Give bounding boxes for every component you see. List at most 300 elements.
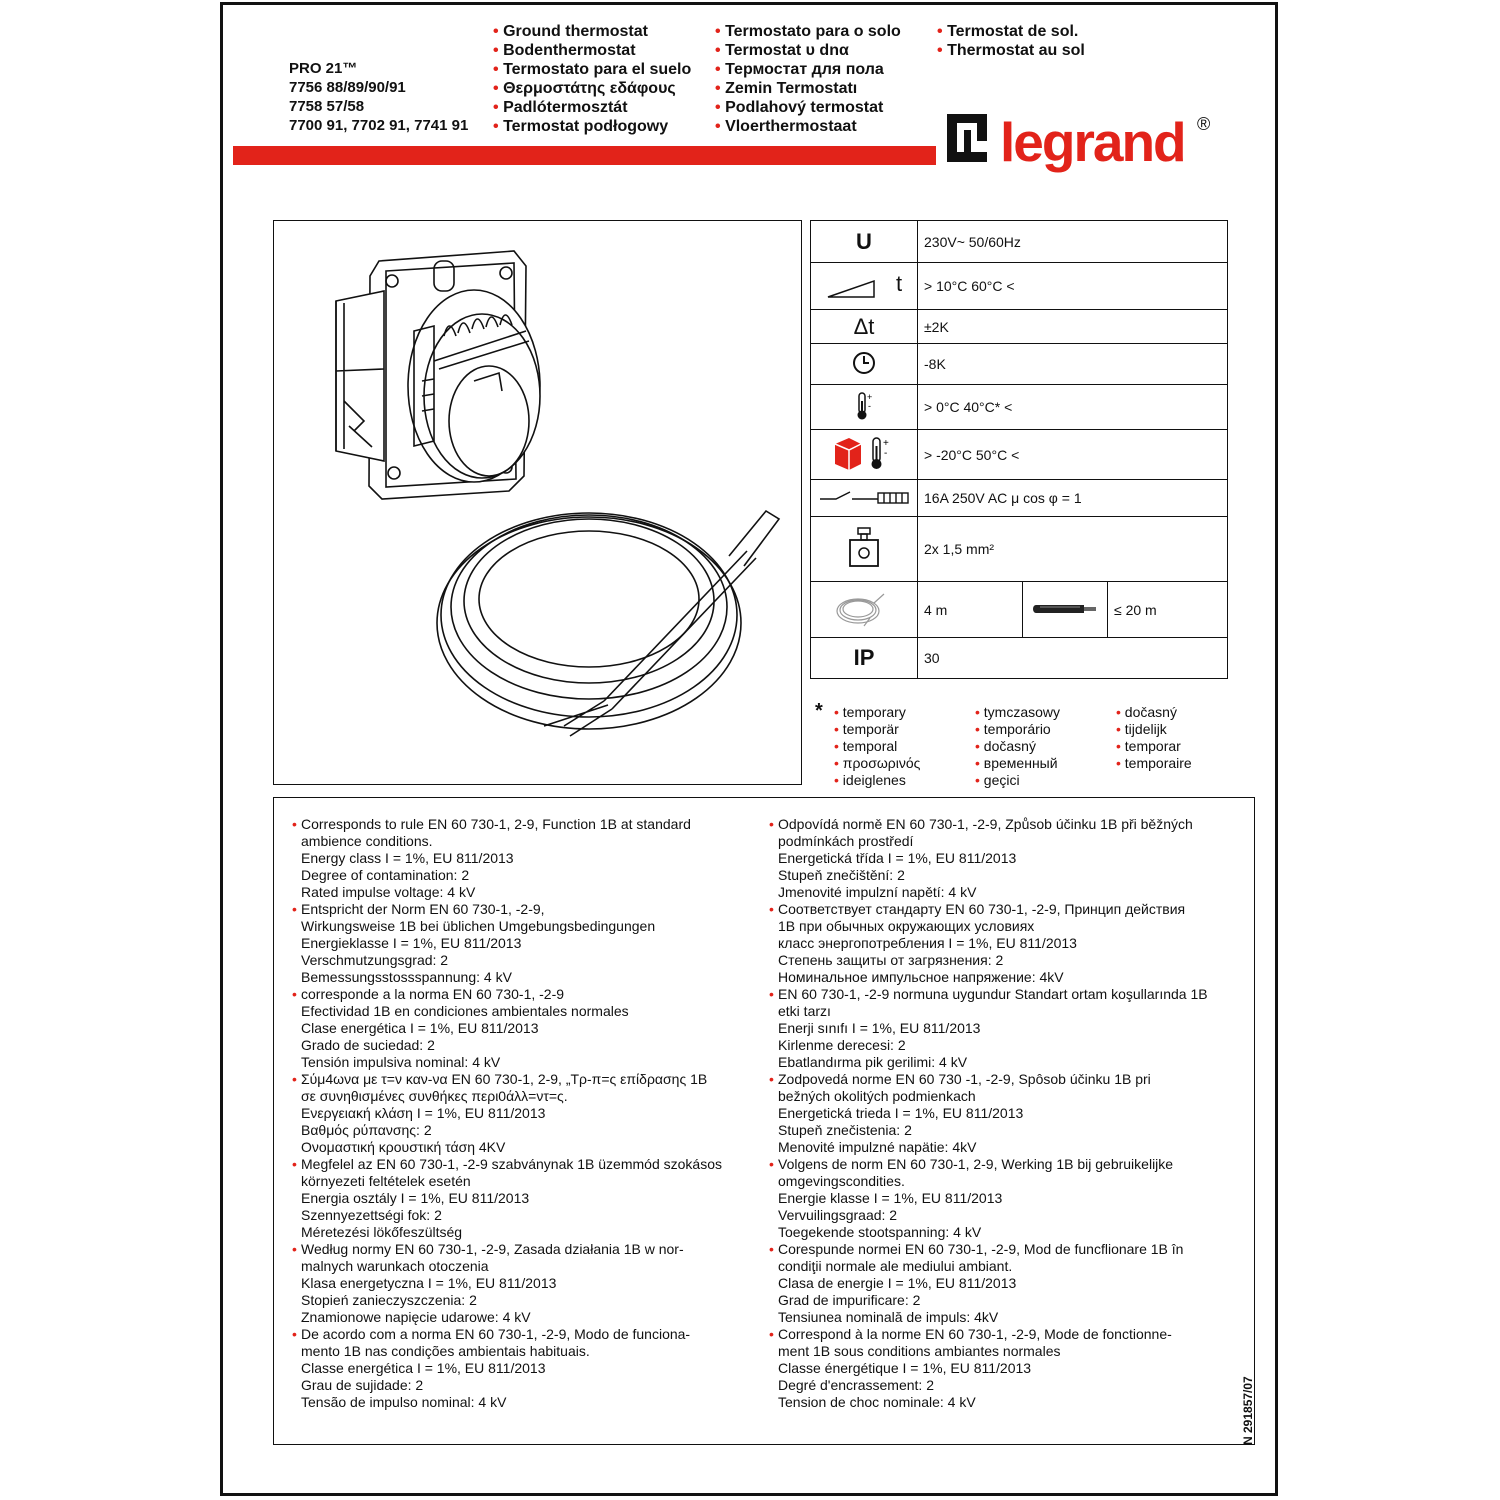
product-code: 7756 88/89/90/91 [289,79,406,96]
footnote-item [1116,738,1192,755]
compliance-text: σε συνηθισμένες συνθήκες περι0άλλ=ντ=ς. [301,1088,568,1104]
bullet: • [834,721,839,737]
product-title: Термостат для пола [725,61,884,78]
footnote-item [975,738,1060,755]
compliance-line [292,1224,722,1241]
compliance-line [769,884,1208,901]
compliance-line [769,1275,1208,1292]
compliance-text: Соответствует стандарту EN 60 730-1, -2-9, Принцип действия [778,901,1186,917]
spec-row-sensor [811,582,1228,638]
setting-range-symbol: t [895,271,903,297]
product-title: Termostato para el suelo [503,61,692,78]
compliance-line [292,1037,722,1054]
compliance-column-left [292,816,722,1411]
compliance-line [769,1173,1208,1190]
bullet: • [937,23,943,40]
bullet: • [769,1071,774,1087]
compliance-text: Ενεργειακή κλάση I = 1%, EU 811/2013 [301,1105,546,1121]
compliance-text: Tensão de impulso nominal: 4 kV [301,1394,507,1410]
svg-text:+: + [867,391,873,402]
compliance-text: Tensión impulsiva nominal: 4 kV [301,1054,501,1070]
compliance-line [769,816,1208,833]
voltage-symbol-label: U [856,228,872,254]
compliance-line [769,1054,1208,1071]
compliance-text: Odpovídá normě EN 60 730-1, -2-9, Způsob účinku 1B při běžných [778,816,1193,832]
bullet: • [769,901,774,917]
product-code: 7758 57/58 [289,98,365,115]
compliance-text: Correspond à la norme EN 60 730-1, -2-9, Mode de fonctionne- [778,1326,1172,1342]
bullet: • [1116,721,1121,737]
spec-row-setback [811,344,1228,385]
compliance-text: Classe energética I = 1%, EU 811/2013 [301,1360,546,1376]
spec-row-rating [811,480,1228,517]
compliance-line [769,1326,1208,1343]
footnote-text: temporary [842,704,906,720]
product-title: Ground thermostat [503,23,648,40]
spec-row-ip [811,638,1228,679]
product-title: Bodenthermostat [503,42,636,59]
compliance-text: Méretezési lökőfeszültség [301,1224,463,1240]
product-title-line [493,22,691,41]
compliance-text: Energetická trieda I = 1%, EU 811/2013 [778,1105,1024,1121]
compliance-text: Degré d'encrassement: 2 [778,1377,934,1393]
product-title: Termostat de sol. [947,23,1079,40]
bullet: • [715,118,721,135]
bullet: • [292,1241,297,1257]
compliance-text: Ebatlandırma pik gerilimi: 4 kV [778,1054,968,1070]
spec-row-storage-temp [811,430,1228,480]
compliance-column-right [769,816,1208,1411]
compliance-line [769,1292,1208,1309]
compliance-text: Enerji sınıfı I = 1%, EU 811/2013 [778,1020,981,1036]
spec-row-operating-temp [811,385,1228,430]
voltage-value: 230V~ 50/60Hz [918,221,1228,263]
bullet: • [975,755,980,771]
compliance-line [769,1241,1208,1258]
compliance-text: Σύμ4ωνα με τ=ν καν-να EN 60 730-1, 2-9, „Tρ-π=ς επίδρασης 1B [301,1071,708,1087]
compliance-line [769,1258,1208,1275]
product-code: 7700 91, 7702 91, 7741 91 [289,117,469,134]
compliance-text: De acordo com a norma EN 60 730-1, -2-9, Modo de funciona- [301,1326,691,1342]
compliance-line [769,1156,1208,1173]
footnote-text: προσωρινός [842,755,921,771]
sensor-extension-value: ≤ 20 m [1108,582,1228,638]
compliance-text: Znamionowe napięcie udarowe: 4 kV [301,1309,531,1325]
product-title: Thermostat au sol [947,42,1085,59]
footnote-item [834,755,920,772]
legrand-square-icon [947,114,987,162]
footnote-text: temporário [983,721,1051,737]
footnote-item [1116,755,1192,772]
product-title-line [715,79,901,98]
differential-symbol-label: Δt [853,313,875,339]
compliance-line [769,850,1208,867]
terminal-screw-icon [811,517,918,582]
ip-symbol-label: IP [853,645,875,670]
compliance-text: Energy class I = 1%, EU 811/2013 [301,850,514,866]
extension-cable-icon [1023,582,1108,638]
compliance-text: Verschmutzungsgrad: 2 [301,952,449,968]
document-id: N 291857/07 [1241,1376,1255,1445]
compliance-text: Szennyezettségi fok: 2 [301,1207,442,1223]
bullet: • [292,901,297,917]
compliance-line [769,867,1208,884]
brand-wordmark: legrand [1000,111,1185,173]
clock-icon [811,344,918,385]
product-title-line [715,60,901,79]
compliance-line [292,1054,722,1071]
compliance-line [292,1377,722,1394]
compliance-line [292,1190,722,1207]
compliance-line [292,1088,722,1105]
product-title-line [493,41,691,60]
footnote-text: временный [983,755,1058,771]
legrand-logo [944,108,1219,178]
switch-load-icon [811,480,918,517]
compliance-line [769,1377,1208,1394]
footnote-item [1116,704,1192,721]
bullet: • [975,721,980,737]
product-title-line [493,79,691,98]
product-title-line [493,98,691,117]
compliance-line [292,1394,722,1411]
setting-range-value: > 10°C 60°C < [918,263,1228,310]
header-red-bar [233,146,936,165]
compliance-text: Stupeň znečistenia: 2 [778,1122,912,1138]
footnote-column-3 [1116,704,1192,772]
compliance-line [292,918,722,935]
ip-value: 30 [918,638,1228,679]
bullet: • [292,986,297,1002]
footnote-item [834,772,920,789]
compliance-line [292,1020,722,1037]
bullet: • [715,61,721,78]
bullet: • [493,42,499,59]
footnote-text: temporal [842,738,898,754]
bullet: • [769,1326,774,1342]
compliance-text: Clasa de energie I = 1%, EU 811/2013 [778,1275,1017,1291]
bullet: • [715,99,721,116]
product-title: Termostato para o solo [725,23,901,40]
compliance-text: Według normy EN 60 730-1, -2-9, Zasada działania 1B w nor- [301,1241,684,1257]
product-title: Termostat podłogowy [503,118,669,135]
differential-symbol [811,310,918,344]
compliance-text: etki tarzı [778,1003,831,1019]
product-title-line [715,98,901,117]
footnote-text: temporaire [1124,755,1192,771]
compliance-line [292,1360,722,1377]
compliance-line [292,1105,722,1122]
footnote-text: ideiglenes [842,772,906,788]
bullet: • [1116,704,1121,720]
footnote-text: temporär [842,721,899,737]
footnote-item [834,721,920,738]
compliance-text: podmínkách prostředí [778,833,914,849]
product-title-line [493,117,691,136]
bullet: • [493,23,499,40]
compliance-text: ambience conditions. [301,833,433,849]
compliance-text: Corresponds to rule EN 60 730-1, 2-9, Function 1B at standard [301,816,691,832]
compliance-text: környezeti feltételek esetén [301,1173,471,1189]
compliance-line [292,1292,722,1309]
compliance-line [769,1088,1208,1105]
compliance-text: Menovité impulzné napätie: 4kV [778,1139,977,1155]
compliance-text: Stopień zanieczyszczenia: 2 [301,1292,477,1308]
compliance-text: mento 1B nas condições ambientais habituais. [301,1343,590,1359]
compliance-text: Volgens de norm EN 60 730-1, 2-9, Werking 1B bij gebruikelijke [778,1156,1174,1172]
spec-table [810,220,1228,679]
bullet: • [834,755,839,771]
compliance-line [292,884,722,901]
footnote-column-1 [834,704,920,789]
compliance-text: Номинальное импульсное напряжение: 4kV [778,969,1064,985]
bullet: • [715,80,721,97]
product-title-line [715,41,901,60]
product-title-line [937,41,1085,60]
product-title-line [937,22,1085,41]
thermometer-icon [811,385,918,430]
bullet: • [769,816,774,832]
compliance-line [769,1343,1208,1360]
compliance-line [769,969,1208,986]
product-title: Padlótermosztát [503,99,628,116]
compliance-line [292,850,722,867]
setback-value: -8K [918,344,1228,385]
product-image-panel [273,220,802,785]
compliance-text: Grado de suciedad: 2 [301,1037,435,1053]
thermostat-mechanism-icon [336,251,540,499]
compliance-text: 1B при обычных окружающих условиях [778,918,1035,934]
bullet: • [493,61,499,78]
storage-temp-value: > -20°C 50°C < [918,430,1228,480]
compliance-text: Grad de impurificare: 2 [778,1292,921,1308]
compliance-line [292,952,722,969]
compliance-line [769,1207,1208,1224]
svg-text:-: - [868,400,871,411]
compliance-line [292,1258,722,1275]
compliance-text: Kirlenme derecesi: 2 [778,1037,906,1053]
footnote-star: * [815,700,823,722]
title-column-3 [937,22,1085,60]
compliance-text: Grau de sujidade: 2 [301,1377,424,1393]
compliance-text: corresponde a la norma EN 60 730-1, -2-9 [301,986,565,1002]
compliance-line [292,901,722,918]
compliance-line [292,969,722,986]
compliance-line [292,1275,722,1292]
footnote-text: dočasný [1124,704,1177,720]
spec-row-differential [811,310,1228,344]
spec-row-terminal [811,517,1228,582]
sensor-coil-icon [811,582,918,638]
footnote-text: tijdelijk [1124,721,1167,737]
compliance-text: malnych warunkach otoczenia [301,1258,489,1274]
compliance-text: Stupeň znečištění: 2 [778,867,905,883]
product-title: Vloerthermostaat [725,118,857,135]
compliance-text: Tension de choc nominale: 4 kV [778,1394,976,1410]
product-codes [289,59,468,135]
footnote-item [834,738,920,755]
compliance-line [769,986,1208,1003]
compliance-text: Energie klasse I = 1%, EU 811/2013 [778,1190,1003,1206]
title-column-1 [493,22,691,136]
footnote-item [834,704,920,721]
compliance-text: Clase energética I = 1%, EU 811/2013 [301,1020,539,1036]
svg-text:-: - [884,448,888,459]
compliance-text: Rated impulse voltage: 4 kV [301,884,476,900]
spec-row-setting-range [811,263,1228,310]
footnote-item [975,721,1060,738]
compliance-text: ment 1B sous conditions ambiantes normales [778,1343,1061,1359]
compliance-text: Klasa energetyczna I = 1%, EU 811/2013 [301,1275,557,1291]
product-title: Termostat υ dnα [725,42,849,59]
sensor-cable-coil-icon [437,511,779,736]
compliance-line [769,935,1208,952]
compliance-text: Wirkungsweise 1B bei üblichen Umgebungsbedingungen [301,918,656,934]
compliance-line [292,1003,722,1020]
compliance-line [769,1037,1208,1054]
product-title: Zemin Termostatı [725,80,858,97]
compliance-line [292,986,722,1003]
bullet: • [493,118,499,135]
compliance-text: класс энергопотребления I = 1%, EU 811/2013 [778,935,1077,951]
compliance-text: Megfelel az EN 60 730-1, -2-9 szabványnak 1B üzemmód szokásos [301,1156,722,1172]
footnote-item [975,772,1060,789]
compliance-text: EN 60 730-1, -2-9 normuna uygundur Standart ortam koşullarında 1B [778,986,1208,1002]
footnote-item [975,755,1060,772]
compliance-text: Степень защиты от загрязнения: 2 [778,952,1004,968]
compliance-text: Vervuilingsgraad: 2 [778,1207,898,1223]
compliance-text: Jmenovité impulzní napětí: 4 kV [778,884,977,900]
compliance-text: Toegekende stootspanning: 4 kV [778,1224,982,1240]
footnote-column-2 [975,704,1060,789]
compliance-line [292,1139,722,1156]
compliance-line [769,1394,1208,1411]
bullet: • [715,23,721,40]
bullet: • [493,99,499,116]
bullet: • [834,738,839,754]
footnote-item [975,704,1060,721]
bullet: • [1116,755,1121,771]
operating-temp-value: > 0°C 40°C* < [918,385,1228,430]
svg-text:+: + [883,438,889,449]
compliance-line [769,833,1208,850]
compliance-text: Tensiunea nominală de impuls: 4kV [778,1309,999,1325]
compliance-line [769,1360,1208,1377]
bullet: • [975,772,980,788]
bullet: • [493,80,499,97]
compliance-line [292,816,722,833]
title-column-2 [715,22,901,136]
storage-box-thermometer-icon [811,430,918,480]
voltage-symbol [811,221,918,263]
compliance-line [292,1207,722,1224]
bullet: • [715,42,721,59]
bullet: • [1116,738,1121,754]
differential-value: ±2K [918,310,1228,344]
footnote-text: temporar [1124,738,1181,754]
compliance-line [769,1122,1208,1139]
product-title: Podlahový termostat [725,99,884,116]
bullet: • [769,986,774,1002]
compliance-text: Entspricht der Norm EN 60 730-1, -2-9, [301,901,545,917]
terminal-value: 2x 1,5 mm² [918,517,1228,582]
compliance-text: condiţii normale ale mediului ambiant. [778,1258,1013,1274]
product-title-line [715,117,901,136]
compliance-line [292,833,722,850]
bullet: • [292,1326,297,1342]
compliance-line [292,1309,722,1326]
compliance-text: Efectividad 1B en condiciones ambientales normales [301,1003,629,1019]
compliance-text: Energieklasse I = 1%, EU 811/2013 [301,935,522,951]
compliance-line [292,1326,722,1343]
registered-mark: ® [1197,114,1211,134]
compliance-line [292,867,722,884]
compliance-text: omgevingscondities. [778,1173,905,1189]
compliance-line [769,1020,1208,1037]
compliance-line [292,1241,722,1258]
compliance-text: Corespunde normei EN 60 730-1, -2-9, Mod de funcflionare 1B în [778,1241,1184,1257]
thermostat-illustration [274,221,801,784]
footnote-text: dočasný [983,738,1036,754]
product-name: PRO 21™ [289,60,358,77]
compliance-text: Energetická třída I = 1%, EU 811/2013 [778,850,1017,866]
compliance-text: Energia osztály I = 1%, EU 811/2013 [301,1190,530,1206]
bullet: • [292,1071,297,1087]
footnote-text: tymczasowy [983,704,1061,720]
footnote-item [1116,721,1192,738]
compliance-line [769,918,1208,935]
compliance-line [292,1071,722,1088]
bullet: • [769,1156,774,1172]
compliance-text: Ονομαστική κρουστική τάση 4KV [301,1139,506,1155]
footnote-text: geçici [983,772,1020,788]
compliance-line [769,901,1208,918]
bullet: • [292,1156,297,1172]
rating-value: 16A 250V AC μ cos φ = 1 [918,480,1228,517]
compliance-text: Classe énergétique I = 1%, EU 811/2013 [778,1360,1032,1376]
compliance-line [292,1343,722,1360]
compliance-text: Bemessungsstossspannung: 4 kV [301,969,512,985]
compliance-line [769,1190,1208,1207]
compliance-text: bežných okolitých podmienkach [778,1088,976,1104]
compliance-line [292,1173,722,1190]
ip-symbol [811,638,918,679]
sensor-length-value: 4 m [918,582,1023,638]
setting-range-icon [811,263,918,310]
compliance-line [769,1139,1208,1156]
compliance-line [292,935,722,952]
bullet: • [937,42,943,59]
bullet: • [975,738,980,754]
compliance-line [769,1105,1208,1122]
compliance-text: Βαθμός ρύπανσης: 2 [301,1122,432,1138]
compliance-text: Zodpovedá norme EN 60 730 -1, -2-9, Spôsob účinku 1B pri [778,1071,1151,1087]
bullet: • [975,704,980,720]
compliance-line [292,1122,722,1139]
compliance-text: Degree of contamination: 2 [301,867,470,883]
compliance-line [769,1309,1208,1326]
bullet: • [292,816,297,832]
product-title-line [715,22,901,41]
compliance-line [769,1071,1208,1088]
compliance-line [769,1224,1208,1241]
product-title-line [493,60,691,79]
bullet: • [834,704,839,720]
product-title: Θερμοστάτης εδάφους [503,80,676,97]
spec-row-voltage [811,221,1228,263]
compliance-line [292,1156,722,1173]
compliance-line [769,1003,1208,1020]
